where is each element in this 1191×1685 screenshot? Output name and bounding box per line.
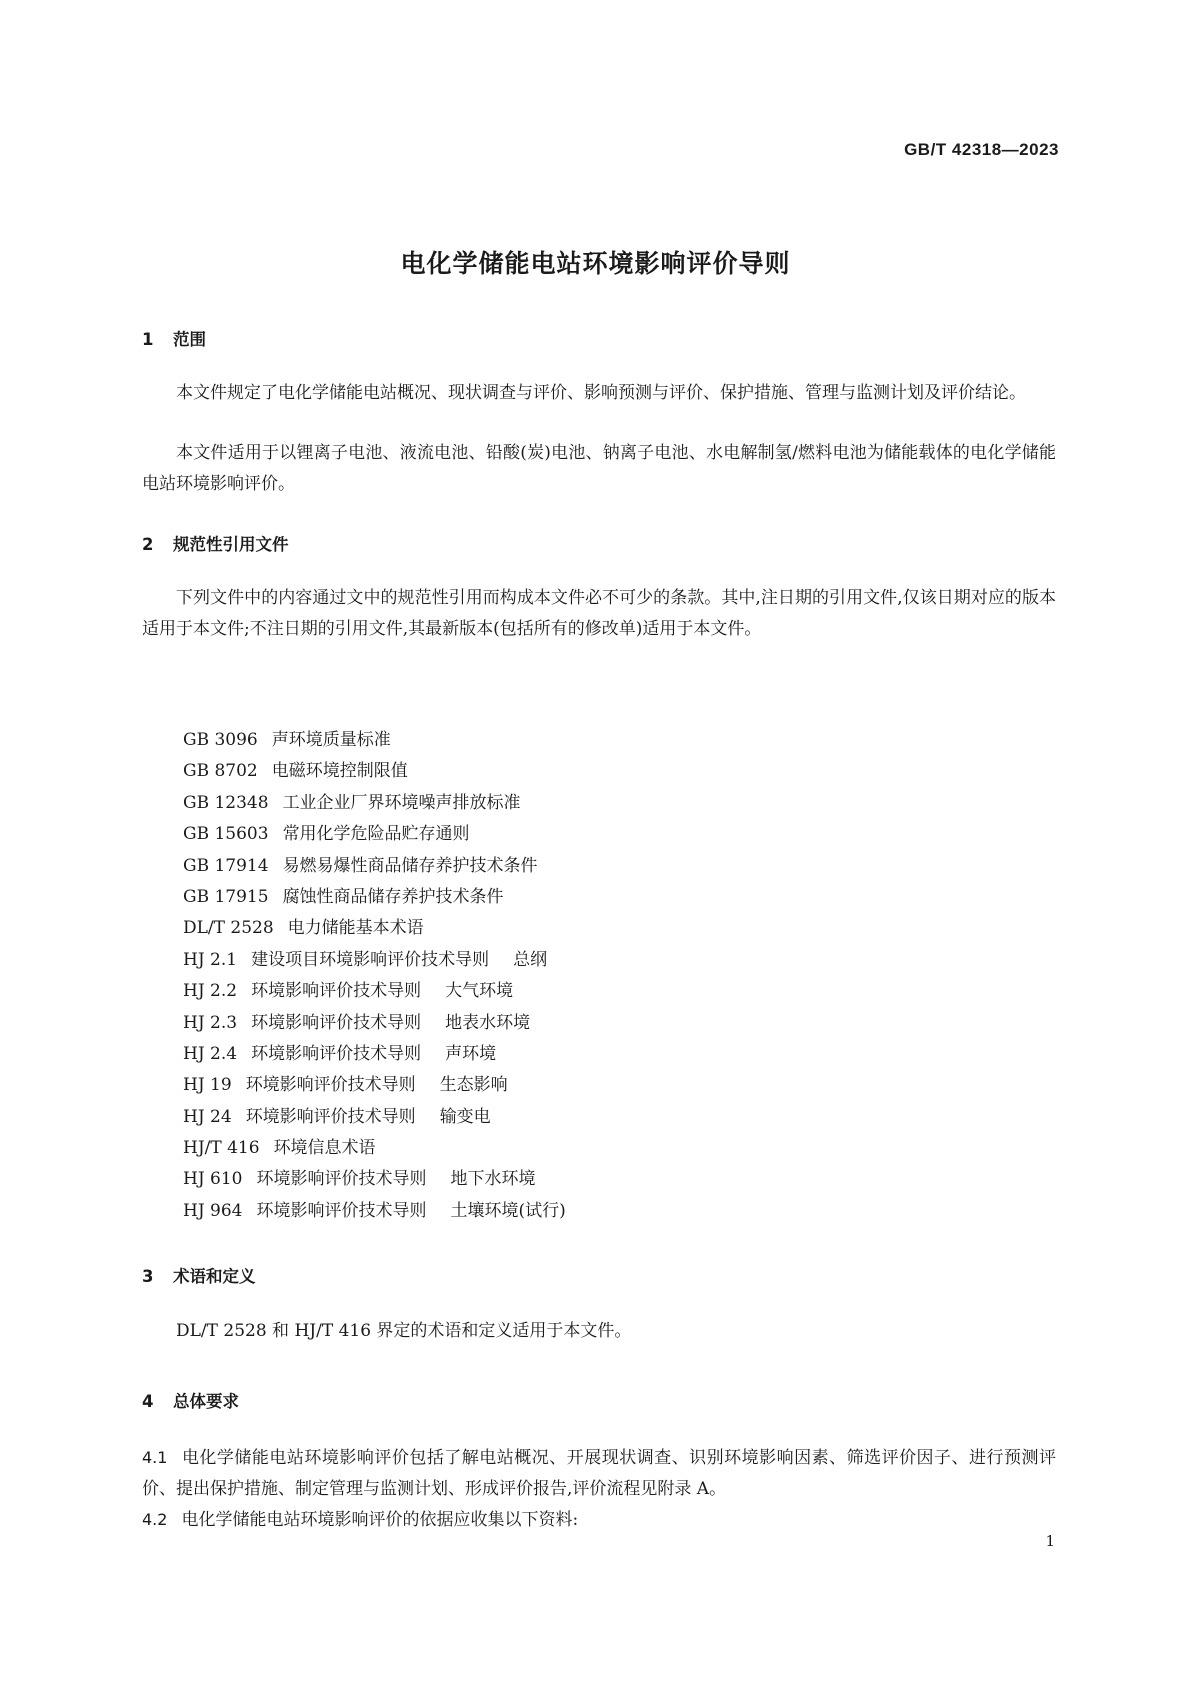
reference-item xyxy=(183,882,566,913)
reference-item xyxy=(183,1070,566,1101)
reference-code: HJ 2.4 xyxy=(183,1043,238,1064)
section-title: 规范性引用文件 xyxy=(173,535,289,554)
reference-item xyxy=(183,851,566,882)
clause-text: 电化学储能电站环境影响评价的依据应收集以下资料: xyxy=(181,1510,579,1530)
standard-code: GB/T 42318—2023 xyxy=(904,140,1059,159)
reference-item xyxy=(183,1133,566,1164)
reference-title: 环境影响评价技术导则 xyxy=(245,1106,416,1127)
section-title: 范围 xyxy=(173,330,206,349)
reference-subtitle: 地表水环境 xyxy=(445,1012,531,1033)
reference-code: HJ 2.3 xyxy=(183,1012,238,1033)
reference-title: 环境信息术语 xyxy=(273,1138,376,1159)
section-number: 1 xyxy=(142,330,154,349)
reference-item xyxy=(183,913,566,944)
reference-code: HJ 19 xyxy=(183,1075,232,1096)
section-4-heading xyxy=(142,1388,239,1412)
reference-item xyxy=(183,1196,566,1227)
reference-title: 易燃易爆性商品储存养护技术条件 xyxy=(282,855,538,876)
section-title: 总体要求 xyxy=(173,1392,239,1411)
reference-item xyxy=(183,1164,566,1195)
normative-reference-list xyxy=(183,725,566,1227)
reference-item xyxy=(183,1102,566,1133)
reference-subtitle: 土壤环境(试行) xyxy=(450,1200,566,1221)
clause-number: 4.1 xyxy=(142,1448,168,1467)
section-2-intro: 下列文件中的内容通过文中的规范性引用而构成本文件必不可少的条款。其中,注日期的引用文件,仅该日期对应的版本适用于本文件;不注日期的引用文件,其最新版本(包括所有的修改单)适用于本文件。 xyxy=(142,588,1056,639)
reference-item xyxy=(183,945,566,976)
reference-code: GB 15603 xyxy=(183,824,269,845)
reference-code: HJ/T 416 xyxy=(183,1138,260,1159)
reference-code: HJ 24 xyxy=(183,1106,232,1127)
reference-title: 工业企业厂界环境噪声排放标准 xyxy=(282,792,521,813)
clause-4-1 xyxy=(142,1442,1056,1505)
reference-item xyxy=(183,725,566,756)
reference-code: DL/T 2528 xyxy=(183,918,274,939)
reference-subtitle: 输变电 xyxy=(439,1106,491,1127)
reference-subtitle: 地下水环境 xyxy=(450,1169,536,1190)
reference-code: HJ 2.2 xyxy=(183,981,238,1002)
reference-code: GB 17914 xyxy=(183,855,269,876)
clause-number: 4.2 xyxy=(142,1510,168,1529)
reference-title: 环境影响评价技术导则 xyxy=(251,981,422,1002)
reference-subtitle: 生态影响 xyxy=(439,1075,508,1096)
reference-title: 环境影响评价技术导则 xyxy=(245,1075,416,1096)
reference-title: 环境影响评价技术导则 xyxy=(256,1200,427,1221)
reference-item xyxy=(183,1008,566,1039)
section-1-paragraph-2: 本文件适用于以锂离子电池、液流电池、铅酸(炭)电池、钠离子电池、水电解制氢/燃料电池为储能载体的电化学储能电站环境影响评价。 xyxy=(142,443,1056,494)
reference-code: GB 17915 xyxy=(183,886,269,907)
reference-code: HJ 2.1 xyxy=(183,949,238,970)
section-number: 2 xyxy=(142,535,154,554)
reference-title: 腐蚀性商品储存养护技术条件 xyxy=(282,886,504,907)
reference-title: 建设项目环境影响评价技术导则 xyxy=(251,949,490,970)
reference-title: 环境影响评价技术导则 xyxy=(251,1043,422,1064)
reference-item xyxy=(183,756,566,787)
section-2-heading xyxy=(142,531,289,555)
reference-item xyxy=(183,819,566,850)
section-number: 4 xyxy=(142,1392,154,1411)
reference-item xyxy=(183,788,566,819)
reference-code: GB 8702 xyxy=(183,761,258,782)
section-1-heading xyxy=(142,326,206,350)
reference-title: 电磁环境控制限值 xyxy=(271,761,408,782)
reference-code: HJ 610 xyxy=(183,1169,243,1190)
document-title: 电化学储能电站环境影响评价导则 xyxy=(400,249,791,278)
reference-code: GB 12348 xyxy=(183,792,269,813)
page-number: 1 xyxy=(1045,1532,1055,1550)
reference-item xyxy=(183,976,566,1007)
reference-subtitle: 声环境 xyxy=(445,1043,497,1064)
reference-subtitle: 大气环境 xyxy=(445,981,514,1002)
section-3-paragraph: DL/T 2528 和 HJ/T 416 界定的术语和定义适用于本文件。 xyxy=(176,1321,632,1341)
reference-code: HJ 964 xyxy=(183,1200,243,1221)
reference-title: 常用化学危险品贮存通则 xyxy=(282,824,470,845)
reference-subtitle: 总纲 xyxy=(513,949,548,970)
section-3-heading xyxy=(142,1263,256,1287)
clause-4-2 xyxy=(142,1504,1056,1536)
reference-title: 环境影响评价技术导则 xyxy=(251,1012,422,1033)
section-number: 3 xyxy=(142,1267,154,1286)
reference-title: 声环境质量标准 xyxy=(271,730,391,750)
section-title: 术语和定义 xyxy=(173,1267,256,1286)
reference-title: 环境影响评价技术导则 xyxy=(256,1169,427,1190)
section-1-paragraph-1: 本文件规定了电化学储能电站概况、现状调查与评价、影响预测与评价、保护措施、管理与监测计划及评价结论。 xyxy=(176,383,1026,403)
clause-text: 电化学储能电站环境影响评价包括了解电站概况、开展现状调查、识别环境影响因素、筛选评价因子、进行预测评价、提出保护措施、制定管理与监测计划、形成评价报告,评价流程见附录 A。 xyxy=(142,1448,1056,1499)
reference-item xyxy=(183,1039,566,1070)
reference-title: 电力储能基本术语 xyxy=(287,918,424,939)
reference-code: GB 3096 xyxy=(183,730,258,750)
